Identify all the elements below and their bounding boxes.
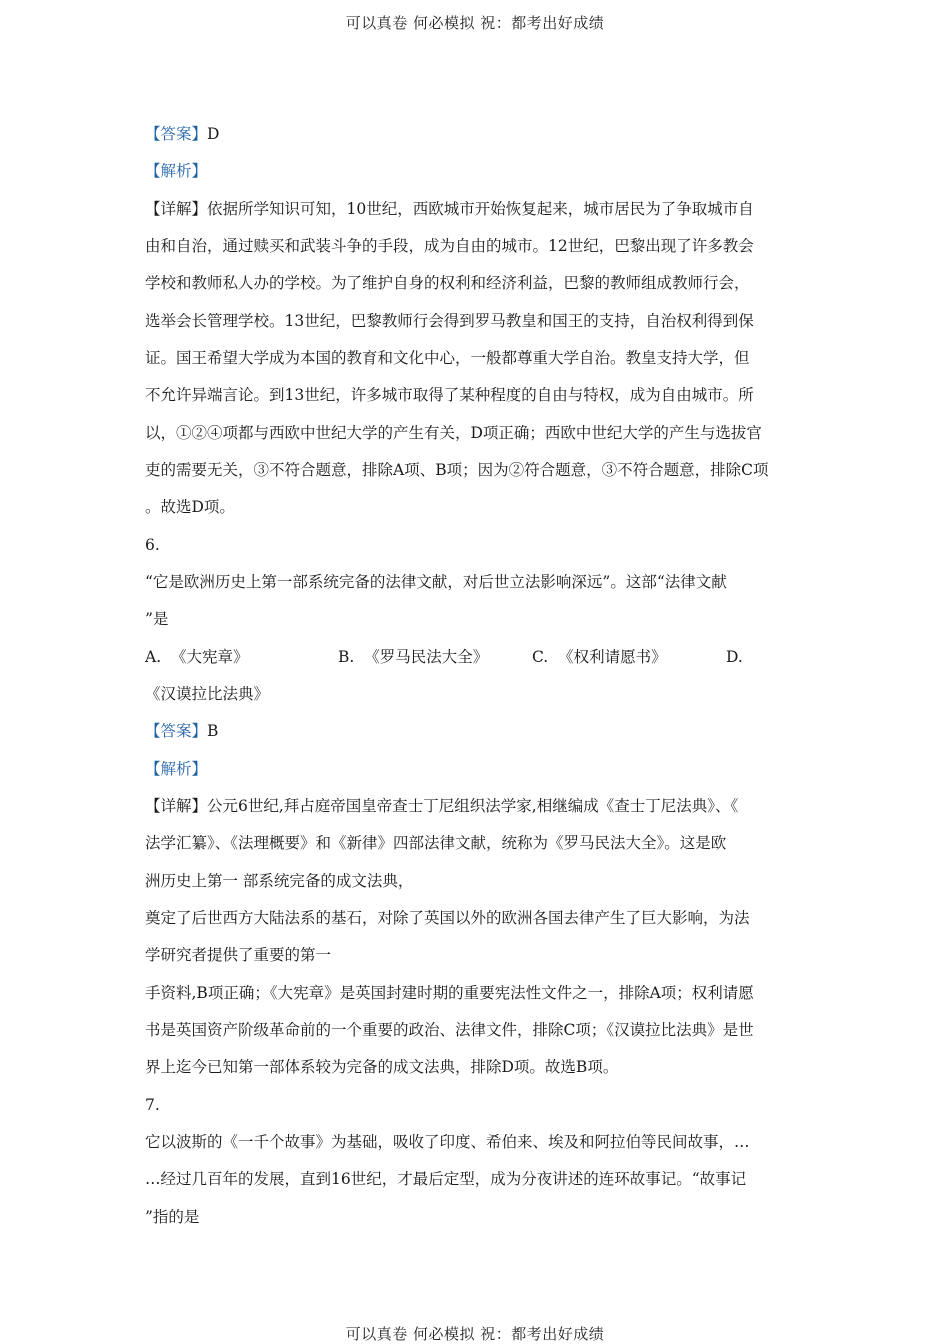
q7-stem-line: 它以波斯的《一千个故事》为基础，吸收了印度、希伯来、埃及和阿拉伯等民间故事，… <box>145 1133 750 1151</box>
q6-detail-line: 学研究者提供了重要的第一 <box>145 946 332 964</box>
q6-stem-line: “它是欧洲历史上第一部系统完备的法律文献，对后世立法影响深远”。这部“法律文献 <box>145 573 727 591</box>
q5-detail-line: 选举会长管理学校。13世纪，巴黎教师行会得到罗马教皇和国王的支持，自治权利得到保 <box>145 312 754 330</box>
q6-answer-line <box>145 721 810 741</box>
q6-detail-line: 法学汇纂》、《法理概要》和《新律》四部法律文献，统称为《罗马民法大全》。这是欧 <box>145 834 727 852</box>
answer-tag: 【答案】 <box>145 722 208 740</box>
q5-detail-line <box>145 199 810 219</box>
page-footer: 可以真卷 何必模拟 祝：都考出好成绩 <box>345 1325 605 1343</box>
q5-detail-line: 由和自治，通过赎买和武装斗争的手段，成为自由的城市。12世纪，巴黎出现了许多教会 <box>145 237 754 255</box>
option-text: 《权利请愿书》 <box>558 648 667 666</box>
q5-answer: D <box>207 125 220 143</box>
q6-number: 6. <box>145 536 160 554</box>
q6-option-a <box>145 647 249 667</box>
q5-detail-line: 学校和教师私人办的学校。为了维护自身的权利和经济利益，巴黎的教师组成教师行会， <box>145 274 750 292</box>
q6-stem-line: ”是 <box>145 610 169 628</box>
q6-detail-line: 洲历史上第一 部系统完备的成文法典， <box>145 872 414 890</box>
q6-option-c <box>532 647 667 667</box>
q6-detail-line: 奠定了后世西方大陆法系的基石，对除了英国以外的欧洲各国去律产生了巨大影响，为法 <box>145 909 750 927</box>
q6-option-d-text: 《汉谟拉比法典》 <box>145 685 270 703</box>
option-label: B. <box>338 648 355 666</box>
q7-stem-line: …经过几百年的发展，直到16世纪，才最后定型，成为分夜讲述的连环故事记。“故事记 <box>145 1170 747 1188</box>
answer-tag: 【答案】 <box>145 125 208 143</box>
q7-stem-line: ”指的是 <box>145 1208 200 1226</box>
q6-answer: B <box>207 722 219 740</box>
page-header: 可以真卷 何必模拟 祝：都考出好成绩 <box>345 14 605 32</box>
q5-detail-line: 证。国王希望大学成为本国的教育和文化中心，一般都尊重大学自治。教皇支持大学，但 <box>145 349 750 367</box>
option-label: C. <box>532 648 549 666</box>
q6-detail-line <box>145 796 810 816</box>
q6-detail-line: 界上迄今已知第一部体系较为完备的成文法典，排除D项。故选B项。 <box>145 1058 619 1076</box>
option-text: 《罗马民法大全》 <box>364 648 489 666</box>
option-text: 《大宪章》 <box>170 648 249 666</box>
q6-detail-text: 公元6世纪,拜占庭帝国皇帝查士丁尼组织法学家,相继编成《查士丁尼法典》、《 <box>207 797 739 815</box>
detail-tag: 【详解】 <box>145 200 208 218</box>
q5-detail-line: 以，①②④项都与西欧中世纪大学的产生有关，D项正确；西欧中世纪大学的产生与选拔官 <box>145 424 762 442</box>
q6-option-d-label: D. <box>726 648 743 666</box>
q5-detail-line: 不允许异端言论。到13世纪，许多城市取得了某种程度的自由与特权，成为自由城市。所 <box>145 386 754 404</box>
q6-analysis-line <box>145 759 810 779</box>
q5-detail-text: 依据所学知识可知，10世纪，西欧城市开始恢复起来，城市居民为了争取城市自 <box>207 200 754 218</box>
option-label: A. <box>145 648 162 666</box>
q5-analysis-line <box>145 161 810 181</box>
q5-answer-line <box>145 124 810 144</box>
analysis-tag: 【解析】 <box>145 162 208 180</box>
q6-detail-line: 手资料,B项正确；《大宪章》是英国封建时期的重要宪法性文件之一，排除A项；权利请愿 <box>145 984 754 1002</box>
q5-detail-line: 。故选D项。 <box>145 498 235 516</box>
q7-number: 7. <box>145 1096 160 1114</box>
q6-detail-line: 书是英国资产阶级革命前的一个重要的政治、法律文件，排除C项；《汉谟拉比法典》是世 <box>145 1021 754 1039</box>
detail-tag: 【详解】 <box>145 797 208 815</box>
q5-detail-line: 吏的需要无关，③不符合题意，排除A项、B项；因为②符合题意，③不符合题意，排除C项 <box>145 461 769 479</box>
q6-option-b <box>338 647 488 667</box>
analysis-tag: 【解析】 <box>145 760 208 778</box>
